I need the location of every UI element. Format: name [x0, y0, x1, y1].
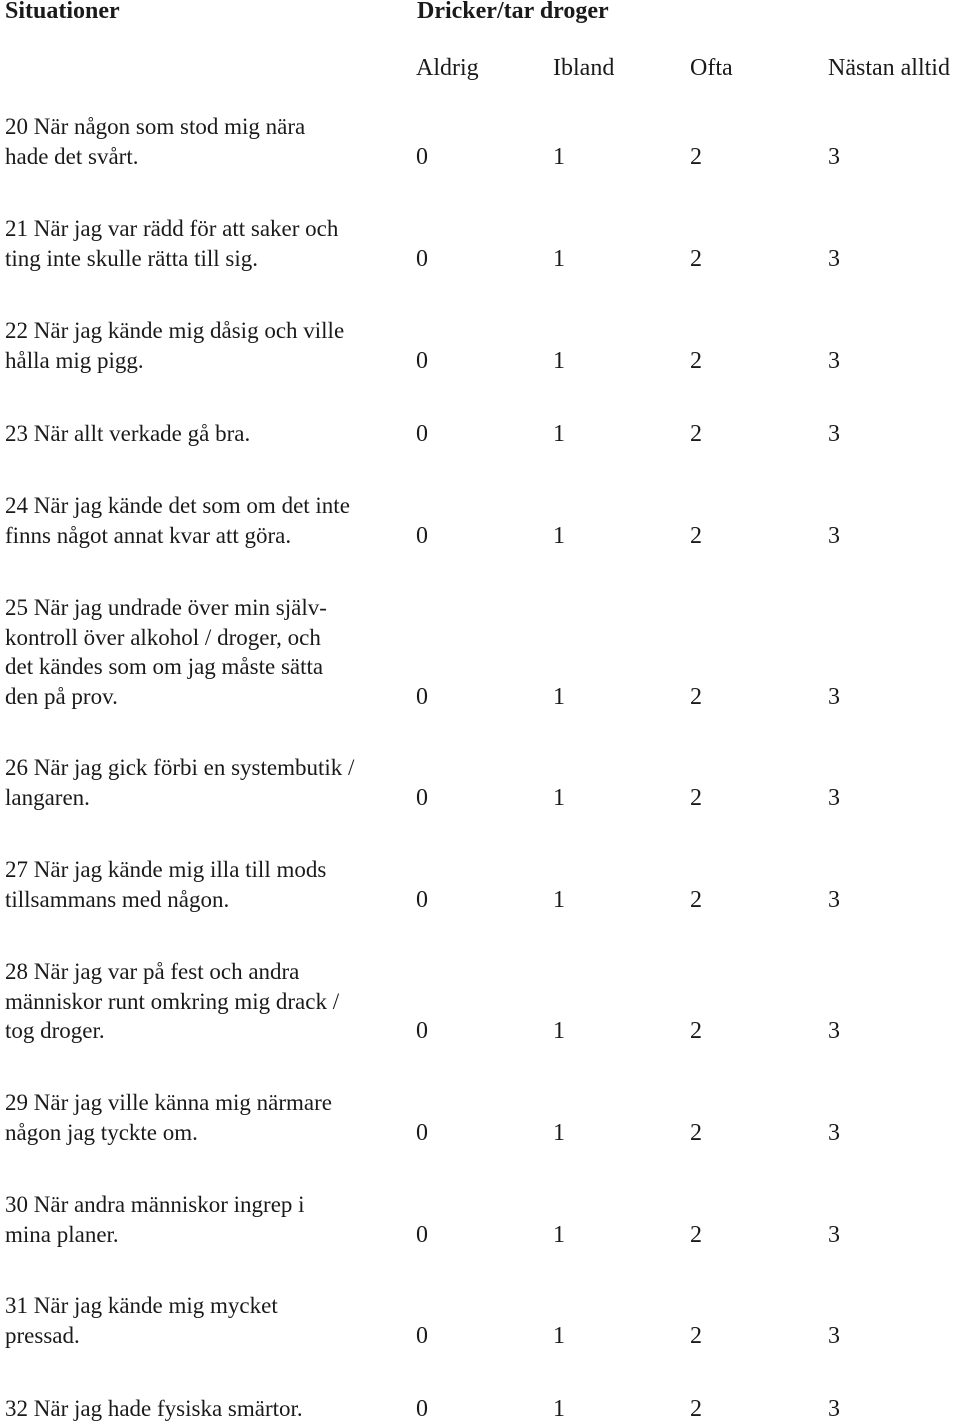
- option-almost-always[interactable]: 3: [828, 522, 840, 549]
- option-never[interactable]: 0: [416, 784, 428, 811]
- question-line: pressad.: [5, 1322, 80, 1348]
- option-often[interactable]: 2: [690, 245, 702, 272]
- option-sometimes[interactable]: 1: [553, 886, 565, 913]
- option-almost-always[interactable]: 3: [828, 1018, 840, 1044]
- option-almost-always[interactable]: 3: [828, 421, 840, 447]
- option-often[interactable]: 2: [690, 421, 702, 447]
- question-line: det kändes som om jag måste sätta: [5, 654, 324, 679]
- option-never[interactable]: 0: [416, 347, 428, 374]
- question-line: 22 När jag kände mig dåsig och ville: [5, 318, 345, 343]
- question-line: 30 När andra människor ingrep i: [5, 1192, 305, 1217]
- question-line: människor runt omkring mig drack /: [5, 988, 340, 1014]
- header-drinking: Dricker/tar droger: [417, 0, 609, 24]
- option-never[interactable]: 0: [416, 1396, 428, 1422]
- question-text: [5, 1190, 405, 1249]
- question-line: tillsammans med någon.: [5, 886, 230, 912]
- question-line: tog droger.: [5, 1018, 105, 1043]
- column-label-never: Aldrig: [416, 55, 479, 81]
- option-never[interactable]: 0: [416, 1322, 428, 1349]
- question-line: 26 När jag gick förbi en systembutik /: [5, 755, 355, 780]
- question-text: [5, 1088, 405, 1147]
- option-never[interactable]: 0: [416, 886, 428, 913]
- column-label-often: Ofta: [690, 55, 733, 81]
- option-sometimes[interactable]: 1: [553, 1119, 565, 1146]
- option-almost-always[interactable]: 3: [828, 1322, 840, 1349]
- option-never[interactable]: 0: [416, 143, 428, 170]
- question-line: den på prov.: [5, 683, 118, 709]
- question-line: 20 När någon som stod mig nära: [5, 114, 306, 139]
- option-almost-always[interactable]: 3: [828, 143, 840, 170]
- question-line: hade det svårt.: [5, 143, 139, 169]
- question-text: [5, 957, 405, 1046]
- option-often[interactable]: 2: [690, 347, 702, 374]
- option-never[interactable]: 0: [416, 522, 428, 549]
- option-often[interactable]: 2: [690, 1322, 702, 1349]
- option-often[interactable]: 2: [690, 1396, 702, 1422]
- option-often[interactable]: 2: [690, 522, 702, 549]
- option-almost-always[interactable]: 3: [828, 886, 840, 913]
- question-text: [5, 753, 405, 812]
- option-sometimes[interactable]: 1: [553, 1018, 565, 1044]
- question-line: 29 När jag ville känna mig närmare: [5, 1090, 332, 1115]
- question-line: 28 När jag var på fest och andra: [5, 959, 300, 984]
- question-text: [5, 593, 405, 711]
- question-line: 23 När allt verkade gå bra.: [5, 421, 251, 446]
- option-sometimes[interactable]: 1: [553, 421, 565, 447]
- option-sometimes[interactable]: 1: [553, 347, 565, 374]
- question-text: [5, 1394, 405, 1424]
- question-text: [5, 112, 405, 171]
- option-sometimes[interactable]: 1: [553, 683, 565, 710]
- option-almost-always[interactable]: 3: [828, 347, 840, 374]
- option-sometimes[interactable]: 1: [553, 245, 565, 272]
- question-line: ting inte skulle rätta till sig.: [5, 245, 258, 271]
- question-text: [5, 491, 405, 550]
- question-line: 25 När jag undrade över min själv-: [5, 595, 327, 620]
- question-line: hålla mig pigg.: [5, 347, 144, 373]
- option-often[interactable]: 2: [690, 143, 702, 170]
- question-text: [5, 1291, 405, 1350]
- header-situations: Situationer: [5, 0, 120, 24]
- question-text: [5, 855, 405, 914]
- option-sometimes[interactable]: 1: [553, 522, 565, 549]
- option-often[interactable]: 2: [690, 1119, 702, 1146]
- option-never[interactable]: 0: [416, 245, 428, 272]
- question-text: [5, 316, 405, 375]
- option-never[interactable]: 0: [416, 421, 428, 447]
- question-line: kontroll över alkohol / droger, och: [5, 624, 321, 650]
- option-almost-always[interactable]: 3: [828, 784, 840, 811]
- question-line: 24 När jag kände det som om det inte: [5, 493, 350, 518]
- column-label-almost-always: Nästan alltid: [828, 55, 950, 81]
- question-line: 21 När jag var rädd för att saker och: [5, 216, 339, 241]
- question-text: [5, 419, 405, 449]
- option-sometimes[interactable]: 1: [553, 1322, 565, 1349]
- option-never[interactable]: 0: [416, 683, 428, 710]
- option-almost-always[interactable]: 3: [828, 1221, 840, 1248]
- option-sometimes[interactable]: 1: [553, 1396, 565, 1422]
- question-line: någon jag tyckte om.: [5, 1119, 198, 1145]
- option-never[interactable]: 0: [416, 1221, 428, 1248]
- question-line: 31 När jag kände mig mycket: [5, 1293, 278, 1318]
- option-sometimes[interactable]: 1: [553, 784, 565, 811]
- option-often[interactable]: 2: [690, 886, 702, 913]
- option-sometimes[interactable]: 1: [553, 1221, 565, 1248]
- option-almost-always[interactable]: 3: [828, 1396, 840, 1422]
- option-often[interactable]: 2: [690, 1221, 702, 1248]
- question-line: 32 När jag hade fysiska smärtor.: [5, 1396, 303, 1421]
- option-never[interactable]: 0: [416, 1018, 428, 1044]
- question-line: mina planer.: [5, 1221, 119, 1247]
- question-line: 27 När jag kände mig illa till mods: [5, 857, 327, 882]
- option-almost-always[interactable]: 3: [828, 683, 840, 710]
- option-sometimes[interactable]: 1: [553, 143, 565, 170]
- question-text: [5, 214, 405, 273]
- option-never[interactable]: 0: [416, 1119, 428, 1146]
- question-line: finns något annat kvar att göra.: [5, 522, 292, 548]
- option-often[interactable]: 2: [690, 683, 702, 710]
- option-almost-always[interactable]: 3: [828, 1119, 840, 1146]
- question-line: langaren.: [5, 784, 90, 810]
- column-label-sometimes: Ibland: [553, 55, 615, 81]
- option-often[interactable]: 2: [690, 1018, 702, 1044]
- option-often[interactable]: 2: [690, 784, 702, 811]
- option-almost-always[interactable]: 3: [828, 245, 840, 272]
